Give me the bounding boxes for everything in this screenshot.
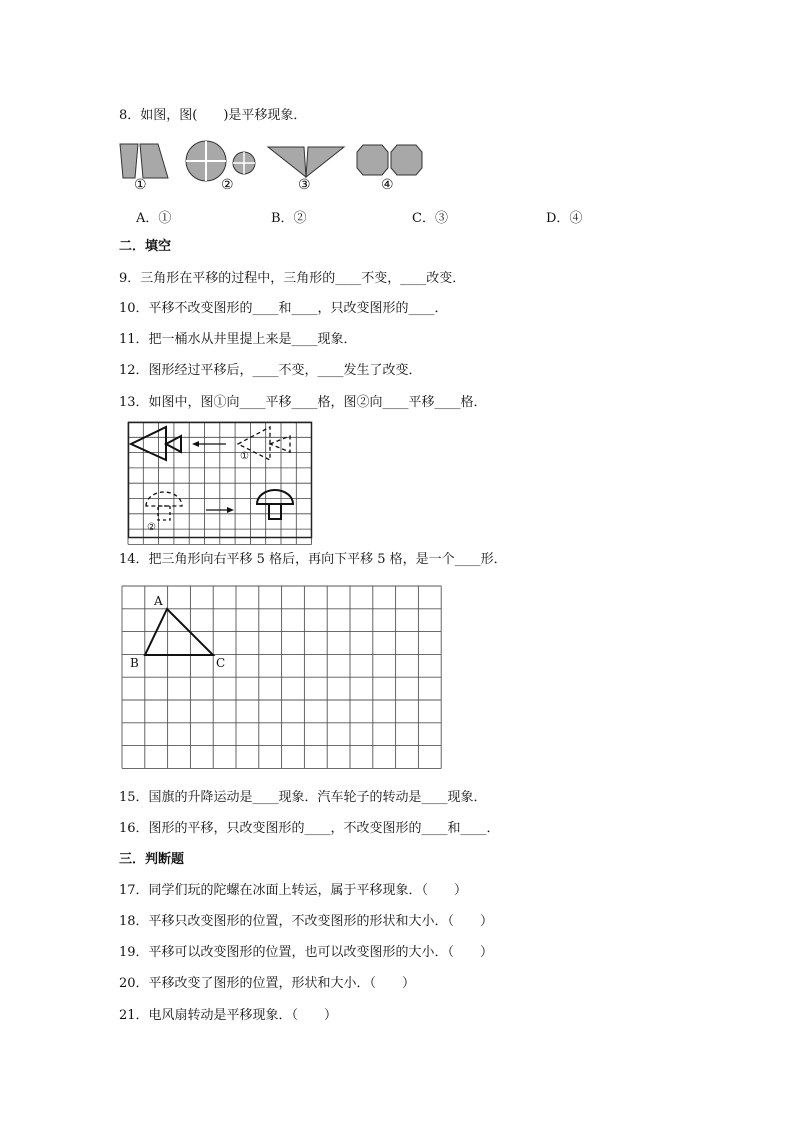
- q13-label-2: ②: [147, 522, 156, 533]
- q13-label-1: ①: [240, 451, 249, 462]
- q8-figure-1: [118, 142, 178, 182]
- q20: 20．平移改变了图形的位置，形状和大小．（ ）: [119, 976, 416, 991]
- q8-label-1: ①: [134, 177, 147, 193]
- q8-figure-3: [268, 145, 348, 180]
- q10: 10．平移不改变图形的____和____，只改变图形的____．: [119, 301, 448, 316]
- q15: 15．国旗的升降运动是____现象．汽车轮子的转动是____现象．: [119, 790, 487, 805]
- q8-label-3: ③: [298, 177, 311, 193]
- section-2-title: 二．填空: [119, 239, 172, 254]
- q21: 21．电风扇转动是平移现象．（ ）: [119, 1008, 338, 1023]
- q19: 19．平移可以改变图形的位置，也可以改变图形的大小．（ ）: [119, 945, 494, 960]
- q14-vertex-a: A: [154, 594, 163, 608]
- q8-label-2: ②: [221, 177, 234, 193]
- q12: 12．图形经过平移后，____不变，____发生了改变．: [119, 363, 422, 378]
- q8-label-4: ④: [381, 177, 394, 193]
- q16: 16．图形的平移，只改变图形的____，不改变图形的____和____．: [119, 821, 500, 836]
- q8-figure-4: [356, 144, 426, 178]
- q17: 17．同学们玩的陀螺在冰面上转运，属于平移现象．（ ）: [119, 883, 468, 898]
- q9: 9．三角形在平移的过程中，三角形的____不变，____改变．: [119, 271, 466, 286]
- q8-option-a[interactable]: A．①: [136, 211, 172, 226]
- q14-text: 14．把三角形向右平移 5 格后，再向下平移 5 格，是一个____形．: [119, 552, 507, 567]
- q18: 18．平移只改变图形的位置，不改变图形的形状和大小．（ ）: [119, 914, 494, 929]
- q14-grid-figure: [121, 585, 443, 775]
- q13-grid-figure: [128, 422, 312, 538]
- q14-vertex-b: B: [130, 656, 139, 670]
- q13-text: 13．如图中，图①向____平移____格，图②向____平移____格．: [119, 395, 487, 410]
- q8-stem: 8．如图，图( )是平移现象．: [119, 108, 307, 123]
- q11: 11．把一桶水从井里提上来是____现象．: [119, 332, 357, 347]
- q8-option-c[interactable]: C．③: [412, 211, 448, 226]
- q8-option-b[interactable]: B．②: [271, 211, 307, 226]
- q14-vertex-c: C: [216, 656, 226, 670]
- q8-option-d[interactable]: D．④: [546, 211, 583, 226]
- section-3-title: 三．判断题: [119, 852, 185, 867]
